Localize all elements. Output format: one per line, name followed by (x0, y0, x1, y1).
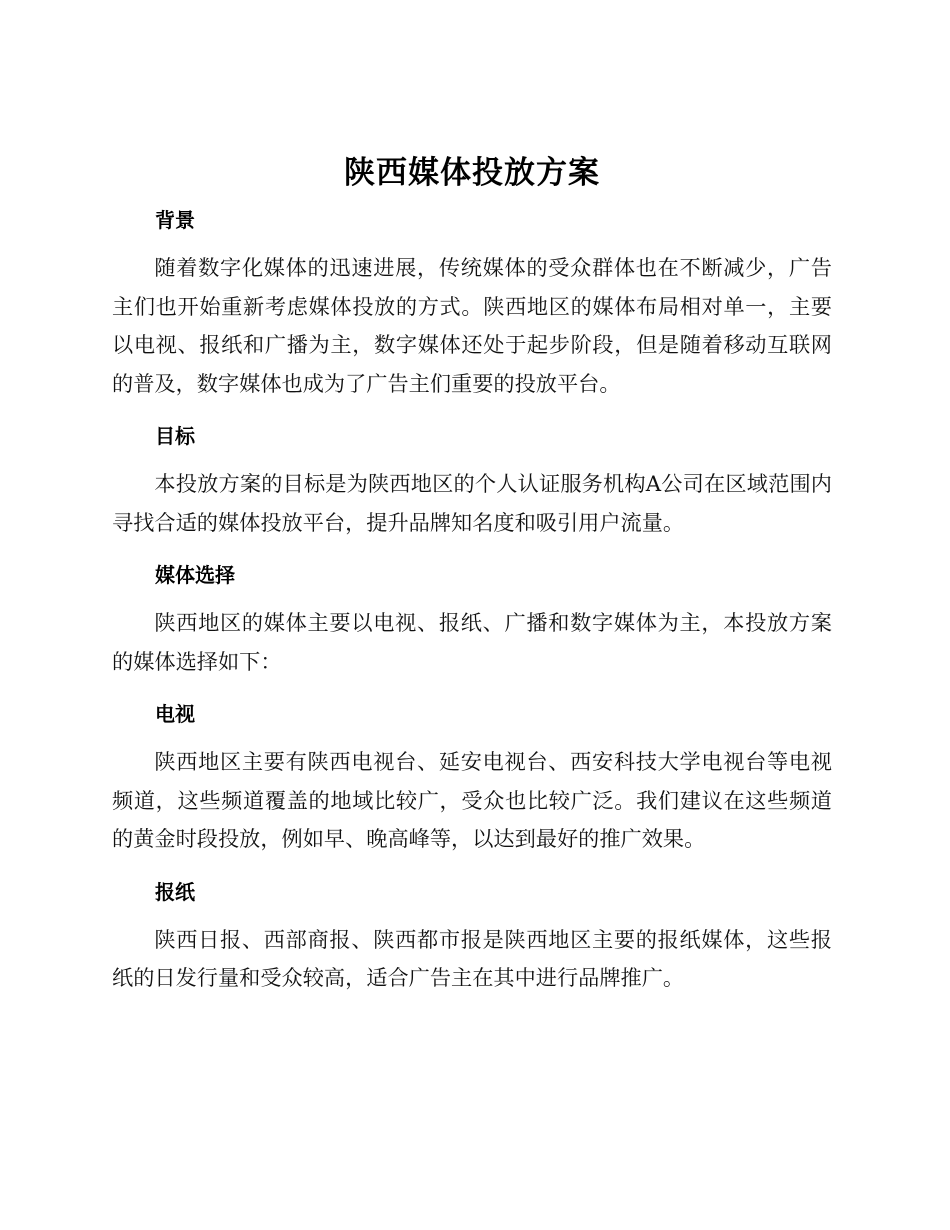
section-paragraph: 陕西日报、西部商报、陕西都市报是陕西地区主要的报纸媒体，这些报纸的日发行量和受众较高，适合广告主在其中进行品牌推广。 (112, 926, 832, 990)
section-background (112, 198, 832, 403)
section-paragraph: 陕西地区主要有陕西电视台、延安电视台、西安科技大学电视台等电视频道，这些频道覆盖的地域比较广，受众也比较广泛。我们建议在这些频道的黄金时段投放，例如早、晚高峰等，以达到最好的推广效果。 (112, 749, 832, 851)
section-paragraph: 随着数字化媒体的迅速进展，传统媒体的受众群体也在不断减少，广告主们也开始重新考虑媒体投放的方式。陕西地区的媒体布局相对单一，主要以电视、报纸和广播为主，数字媒体还处于起步阶段，但是随着移动互联网的普及，数字媒体也成为了广告主们重要的投放平台。 (112, 255, 832, 396)
section-heading: 报纸 (155, 879, 195, 904)
section-newspaper (112, 870, 832, 998)
section-paragraph: 陕西地区的媒体主要以电视、报纸、广播和数字媒体为主，本投放方案的媒体选择如下： (112, 610, 832, 674)
section-paragraph: 本投放方案的目标是为陕西地区的个人认证服务机构A公司在区域范围内寻找合适的媒体投放平台，提升品牌知名度和吸引用户流量。 (112, 471, 832, 535)
section-media-selection (112, 553, 832, 681)
section-heading: 背景 (155, 208, 195, 232)
section-goal (112, 414, 832, 542)
document-title: 陕西媒体投放方案 (344, 155, 600, 191)
section-television (112, 692, 832, 859)
document-page (112, 150, 832, 1009)
section-heading: 电视 (155, 702, 195, 726)
section-heading: 目标 (155, 424, 195, 448)
section-heading: 媒体选择 (155, 563, 235, 587)
